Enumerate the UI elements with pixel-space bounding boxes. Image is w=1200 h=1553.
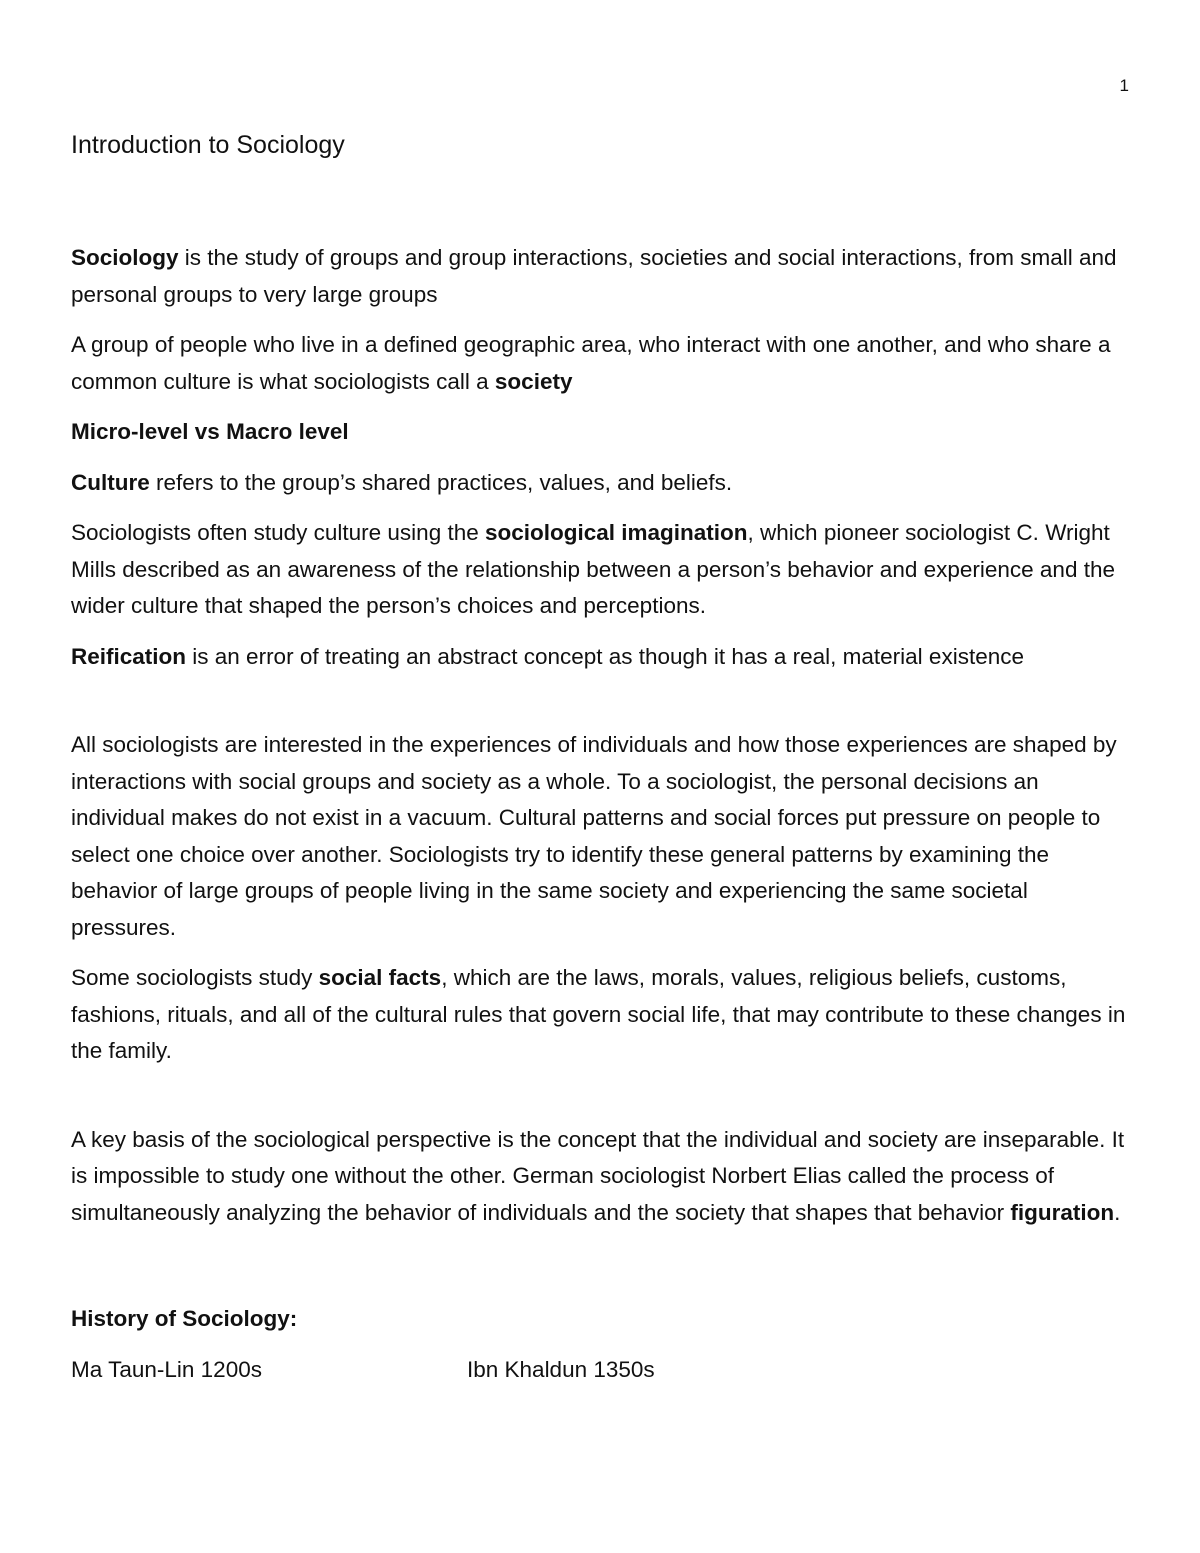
history-entries	[71, 1352, 1133, 1389]
document-title: Introduction to Sociology	[71, 131, 345, 159]
paragraph-society-definition: A group of people who live in a defined geographic area, who interact with one another, and who share a common culture is what sociologists call a society	[71, 332, 1111, 394]
paragraph-social-facts: Some sociologists study social facts, which are the laws, morals, values, religious beliefs, customs, fashions, rituals, and all of the cultural rules that govern social life, that may contribute to these changes in the family.	[71, 965, 1126, 1063]
paragraph-sociological-imagination: Sociologists often study culture using the sociological imagination, which pioneer sociologist C. Wright Mills described as an awareness of the relationship between a person’s behavior and experience and the wider culture that shaped the person’s choices and perceptions.	[71, 520, 1115, 618]
history-entry: Ma Taun-Lin 1200s	[71, 1356, 262, 1382]
document-body	[71, 128, 1133, 1388]
term-sociology: Sociology	[71, 245, 179, 270]
term-society: society	[494, 368, 573, 394]
paragraph-sociology-definition: Sociology is the study of groups and group interactions, societies and social interactions, from small and personal groups to very large groups	[71, 245, 1117, 307]
paragraph-individual-experience: All sociologists are interested in the experiences of individuals and how those experiences are shaped by interactions with social groups and society as a whole. To a sociologist, the personal decisions an individual makes do not exist in a vacuum. Cultural patterns and social forces put pressure on people to select one choice over another. Sociologists try to identify these general patterns by examining the behavior of large groups of people living in the same society and experiencing the same societal pressures.	[71, 732, 1117, 940]
term-reification: Reification	[71, 643, 187, 669]
term-culture: Culture	[71, 469, 150, 495]
paragraph-culture-definition: Culture refers to the group’s shared practices, values, and beliefs.	[71, 469, 733, 495]
history-entry: Ibn Khaldun 1350s	[467, 1356, 655, 1382]
subheading-micro-macro: Micro-level vs Macro level	[71, 419, 349, 444]
paragraph-reification: Reification is an error of treating an abstract concept as though it has a real, material existence	[71, 643, 1024, 669]
page-number: 1	[1119, 76, 1129, 95]
subheading-history: History of Sociology:	[71, 1306, 298, 1331]
paragraph-figuration: A key basis of the sociological perspective is the concept that the individual and society are inseparable. It is impossible to study one without the other. German sociologist Norbert Elias called the process of simultaneously analyzing the behavior of individuals and the society that shapes that behavior figuration.	[71, 1126, 1125, 1225]
term-social-facts: social facts	[318, 965, 442, 990]
term-sociological-imagination: sociological imagination	[485, 520, 748, 545]
term-figuration: figuration	[1010, 1199, 1115, 1225]
